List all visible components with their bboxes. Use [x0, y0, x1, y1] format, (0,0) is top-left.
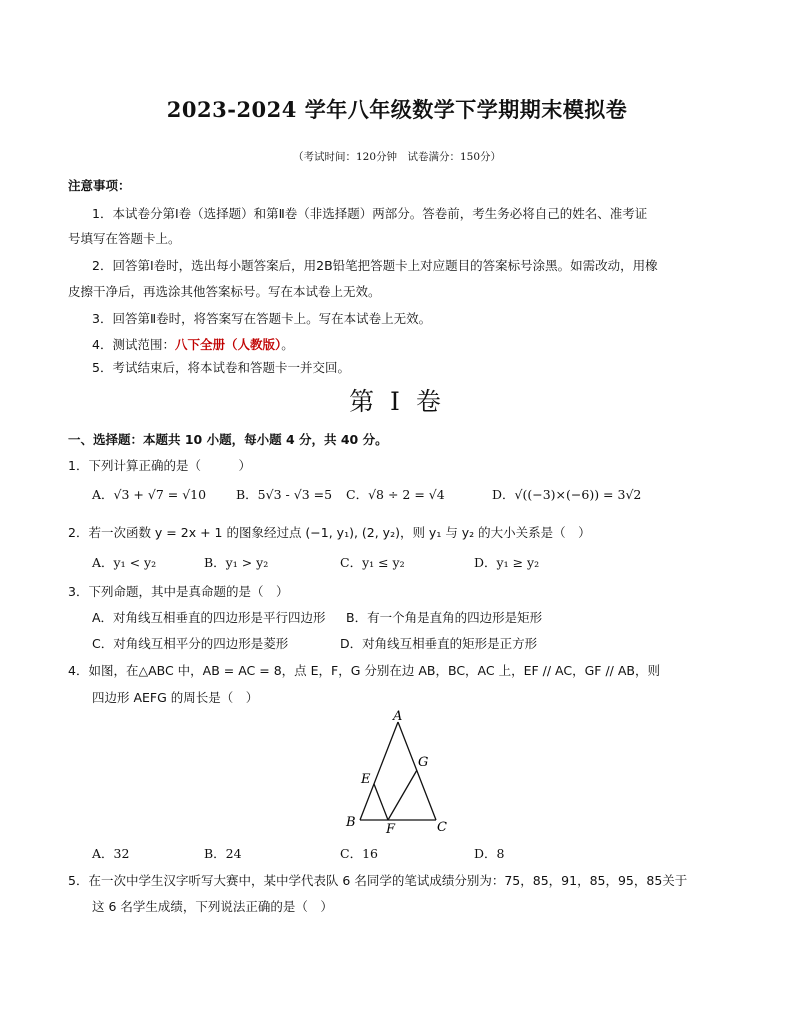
triangle-figure	[336, 708, 456, 838]
question-4-stem-line-1: 4．如图，在△ABC 中，AB = AC = 8，点 E，F，G 分别在边 AB，BC，AC 上，EF // AC，GF // AB，则	[68, 663, 660, 678]
label-c: C	[437, 820, 447, 835]
part-title: 第 I 卷	[349, 387, 445, 416]
label-b: B	[346, 815, 356, 830]
note-2-line-2: 皮擦干净后，再选涂其他答案标号。写在本试卷上无效。	[68, 284, 381, 299]
question-3-option-a: A．对角线互相垂直的四边形是平行四边形	[92, 610, 326, 625]
question-4-option-c: C．16	[340, 846, 378, 861]
note-1-line-1: 1．本试卷分第Ⅰ卷（选择题）和第Ⅱ卷（非选择题）两部分。答卷前，考生务必将自己的姓名、准考证	[92, 206, 648, 221]
section-heading: 一、选择题：本题共 10 小题，每小题 4 分，共 40 分。	[68, 432, 388, 447]
note-4	[92, 335, 294, 353]
question-1-option-c: C．√8 ÷ 2 = √4	[346, 487, 445, 502]
segment-fg	[388, 770, 417, 820]
note-4-suffix: 。	[281, 337, 294, 352]
question-3-option-c: C．对角线互相平分的四边形是菱形	[92, 636, 289, 651]
question-5-stem-line-2: 这 6 名学生成绩，下列说法正确的是（ ）	[92, 899, 333, 914]
label-e: E	[361, 772, 371, 787]
note-4-prefix: 4．测试范围：	[92, 337, 175, 352]
note-5: 5．考试结束后，将本试卷和答题卡一并交回。	[92, 360, 350, 375]
label-a: A	[393, 709, 403, 724]
notes-heading: 注意事项：	[68, 178, 131, 193]
question-3-stem: 3．下列命题，其中是真命题的是（ ）	[68, 584, 289, 599]
question-5-stem-line-1: 5．在一次中学生汉字听写大赛中，某中学代表队 6 名同学的笔试成绩分别为：75，85，91，85，95，85关于	[68, 873, 688, 888]
question-3-option-b: B．有一个角是直角的四边形是矩形	[346, 610, 543, 625]
question-1-option-a: A．√3 + √7 = √10	[92, 487, 207, 502]
question-4-option-b: B．24	[204, 846, 242, 861]
label-f: F	[386, 822, 396, 837]
question-2-option-c: C．y₁ ≤ y₂	[340, 555, 405, 570]
edge-ab	[360, 722, 398, 820]
note-2-line-1: 2．回答第Ⅰ卷时，选出每小题答案后，用2B铅笔把答题卡上对应题目的答案标号涂黑。如需改动，用橡	[92, 258, 658, 273]
label-g: G	[418, 755, 429, 770]
question-3-option-d: D．对角线互相垂直的矩形是正方形	[340, 636, 538, 651]
question-2-stem: 2．若一次函数 y = 2x + 1 的图象经过点 (−1, y₁), (2, y₂)，则 y₁ 与 y₂ 的大小关系是（ ）	[68, 525, 591, 540]
test-range: 八下全册（人教版）	[174, 337, 282, 352]
question-4-option-d: D．8	[474, 846, 505, 861]
question-1-option-b: B．5√3 - √3 =5	[236, 487, 333, 502]
segment-ef	[374, 784, 388, 820]
question-2-option-a: A．y₁ < y₂	[92, 555, 157, 570]
page-title: 2023-2024 学年八年级数学下学期期末模拟卷	[166, 97, 628, 122]
note-3: 3．回答第Ⅱ卷时，将答案写在答题卡上。写在本试卷上无效。	[92, 311, 432, 326]
question-2-option-d: D．y₁ ≥ y₂	[474, 555, 540, 570]
question-1-stem: 1．下列计算正确的是（ ）	[68, 458, 251, 473]
question-1-option-d: D．√((−3)×(−6)) = 3√2	[492, 487, 642, 502]
note-1-line-2: 号填写在答题卡上。	[68, 231, 181, 246]
question-4-stem-line-2: 四边形 AEFG 的周长是（ ）	[92, 690, 259, 705]
question-4-option-a: A．32	[92, 846, 130, 861]
exam-info: （考试时间：120分钟 试卷满分：150分）	[292, 151, 502, 163]
question-2-option-b: B．y₁ > y₂	[204, 555, 269, 570]
